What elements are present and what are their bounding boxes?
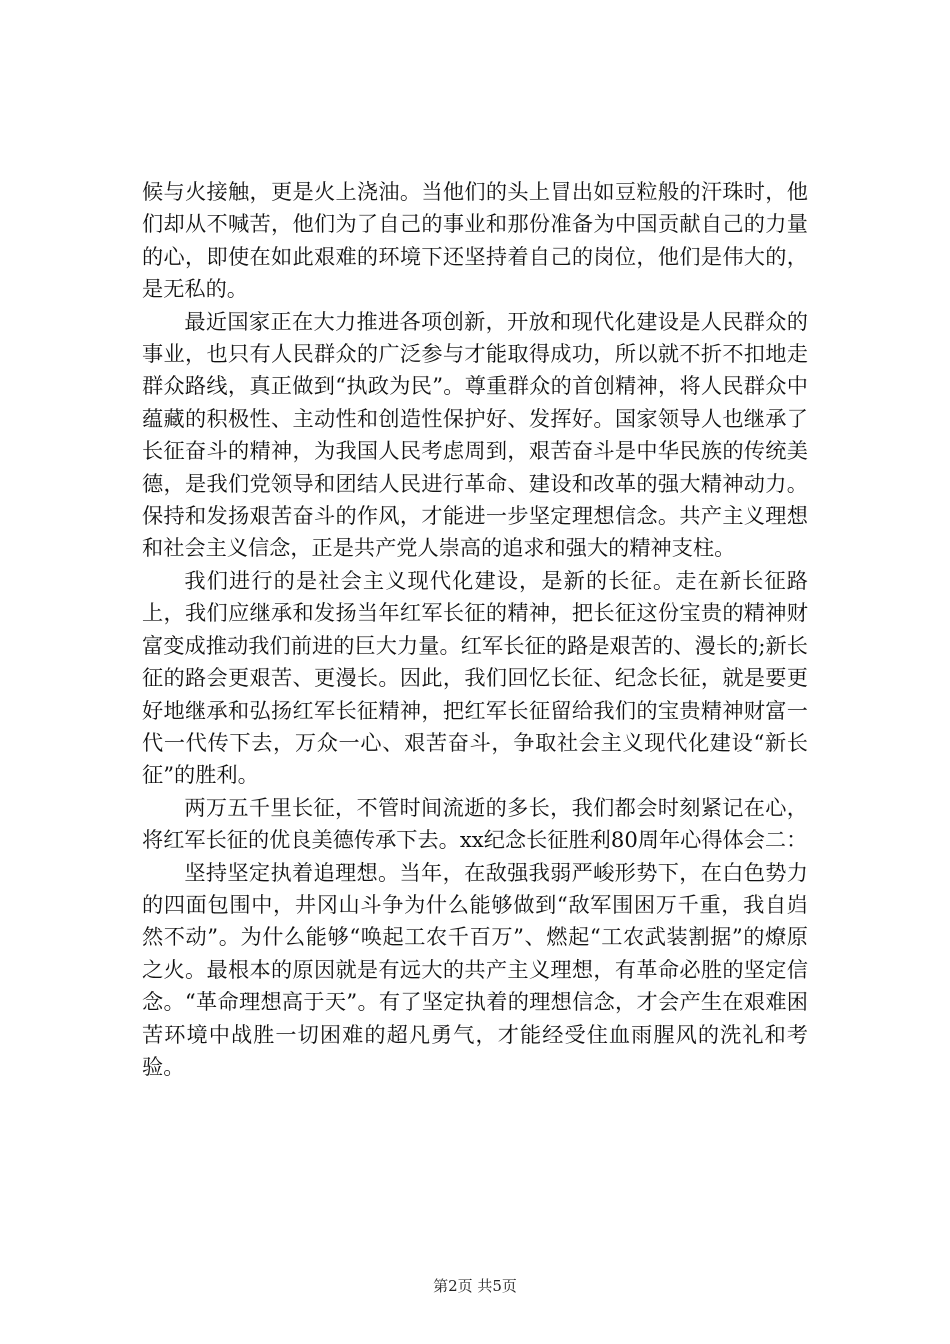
paragraph-1: 候与火接触，更是火上浇油。当他们的头上冒出如豆粒般的汗珠时，他们却从不喊苦，他们为了自己的事业和那份准备为中国贡献自己的力量的心，即使在如此艰难的环境下还坚持着自己的岗位，他们是伟大的，是无私的。 (142, 179, 808, 302)
page-footer: 第2页 共5页 (433, 1277, 517, 1295)
paragraph-5: 坚持坚定执着追理想。当年，在敌强我弱严峻形势下，在白色势力的四面包围中，井冈山斗争为什么能够做到“敌军围困万千重，我自岿然不动”。为什么能够“唤起工农千百万”、燃起“工农武装割据”的燎原之火。最根本的原因就是有远大的共产主义理想，有革命必胜的坚定信念。“革命理想高于天”。有了坚定执着的理想信念，才会产生在艰难困苦环境中战胜一切困难的超凡勇气，才能经受住血雨腥风的洗礼和考验。 (142, 859, 808, 1079)
paragraph-3: 我们进行的是社会主义现代化建设，是新的长征。走在新长征路上，我们应继承和发扬当年红军长征的精神，把长征这份宝贵的精神财富变成推动我们前进的巨大力量。红军长征的路是艰苦的、漫长的;新长征的路会更艰苦、更漫长。因此，我们回忆长征、纪念长征，就是要更好地继承和弘扬红军长征精神，把红军长征留给我们的宝贵精神财富一代一代传下去，万众一心、艰苦奋斗，争取社会主义现代化建设“新长征”的胜利。 (142, 567, 808, 788)
paragraph-4: 两万五千里长征，不管时间流逝的多长，我们都会时刻紧记在心，将红军长征的优良美德传承下去。xx纪念长征胜利80周年心得体会二： (142, 794, 808, 853)
paragraph-2: 最近国家正在大力推进各项创新，开放和现代化建设是人民群众的事业，也只有人民群众的广泛参与才能取得成功，所以就不折不扣地走群众路线，真正做到“执政为民”。尊重群众的首创精神，将人民群众中蕴藏的积极性、主动性和创造性保护好、发挥好。国家领导人也继承了长征奋斗的精神，为我国人民考虑周到，艰苦奋斗是中华民族的传统美德，是我们党领导和团结人民进行革命、建设和改革的强大精神动力。保持和发扬艰苦奋斗的作风，才能进一步坚定理想信念。共产主义理想和社会主义信念，正是共产党人崇高的追求和强大的精神支柱。 (142, 308, 808, 561)
body-text (142, 176, 808, 1083)
